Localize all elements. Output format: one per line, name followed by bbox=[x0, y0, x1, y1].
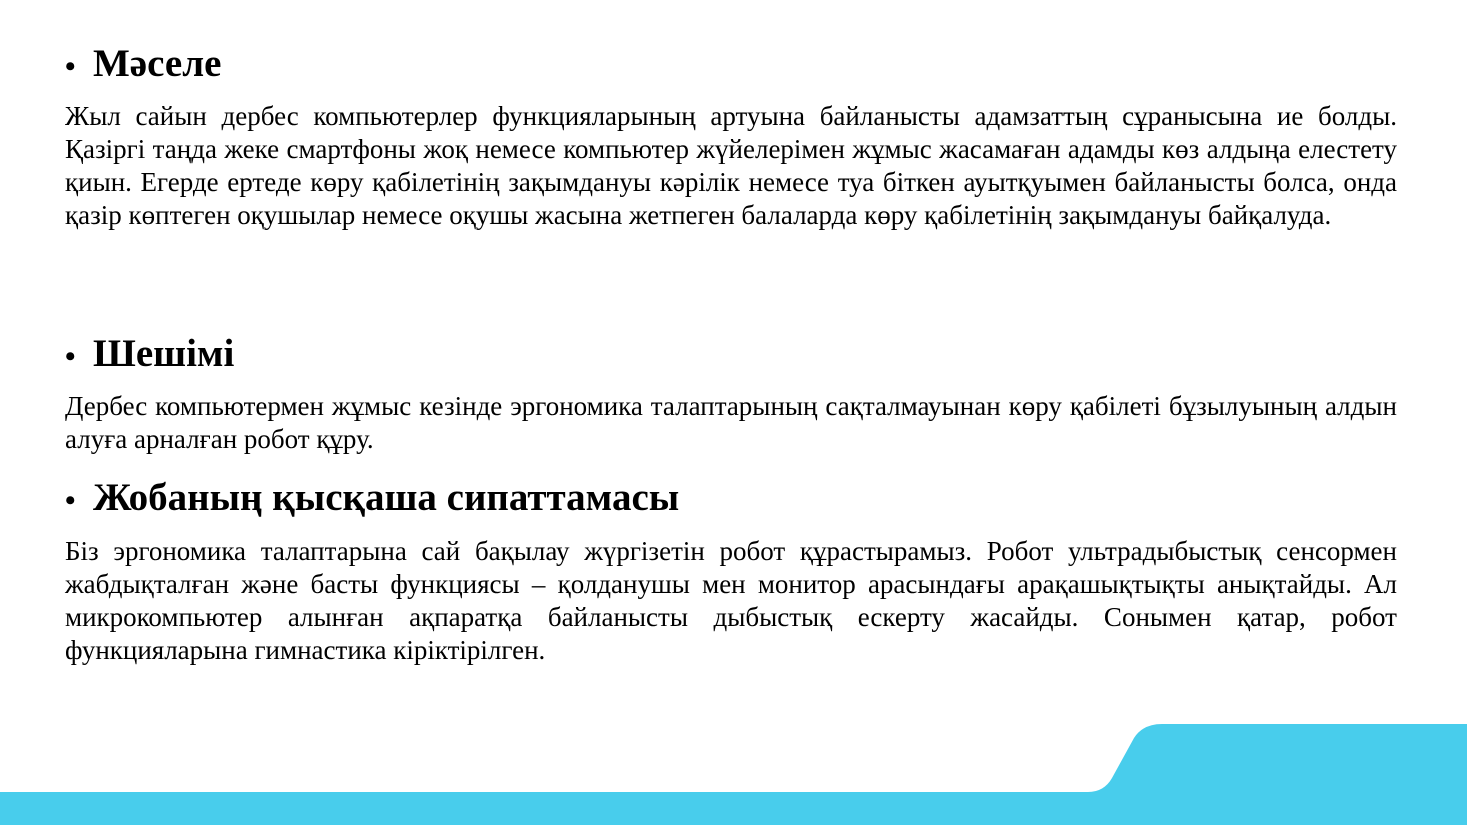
section-heading bbox=[65, 40, 1397, 91]
footer-wave-shape bbox=[0, 724, 1467, 825]
section-heading bbox=[65, 474, 1397, 525]
section-body: Жыл сайын дербес компьютерлер функцияларының артуына байланысты адамзаттың сұранысына ие болды. Қазіргі таңда жеке смартфоны жоқ немесе компьютер жүйелерімен жұмыс жасамаған адамды көз алдыңа елестету қиын. Егерде ертеде көру қабілетінің зақымдануы кәрілік немесе туа біткен ауытқуымен байланысты болса, онда қазір көптеген оқушылар немесе оқушы жасына жетпеген балаларда көру қабілетінің зақымдануы байқалуда. bbox=[65, 101, 1397, 230]
section-body: Біз эргономика талаптарына сай бақылау жүргізетін робот құрастырамыз. Робот ультрадыбыстық сенсормен жабдықталған және басты функциясы – қолданушы мен монитор арасындағы арақашықтықты анықтайды. Ал микрокомпьютер алынған ақпаратқа байланысты дыбыстық ескерту жасайды. Сонымен қатар, робот функцияларына гимнастика кіріктірілген. bbox=[65, 536, 1397, 665]
bullet-icon: • bbox=[65, 50, 76, 83]
section-description bbox=[65, 474, 1397, 667]
bullet-icon: • bbox=[65, 484, 76, 517]
section-heading bbox=[65, 330, 1397, 381]
section-problem bbox=[65, 40, 1397, 232]
bullet-icon: • bbox=[65, 340, 76, 373]
section-body: Дербес компьютермен жұмыс кезінде эргономика талаптарының сақталмауынан көру қабілеті бұзылуының алдын алуға арналған робот құру. bbox=[65, 391, 1397, 454]
section-title: Мәселе bbox=[93, 42, 222, 85]
section-title: Жобаның қысқаша сипаттамасы bbox=[93, 476, 680, 519]
section-solution bbox=[65, 330, 1397, 456]
section-title: Шешімі bbox=[93, 332, 235, 375]
